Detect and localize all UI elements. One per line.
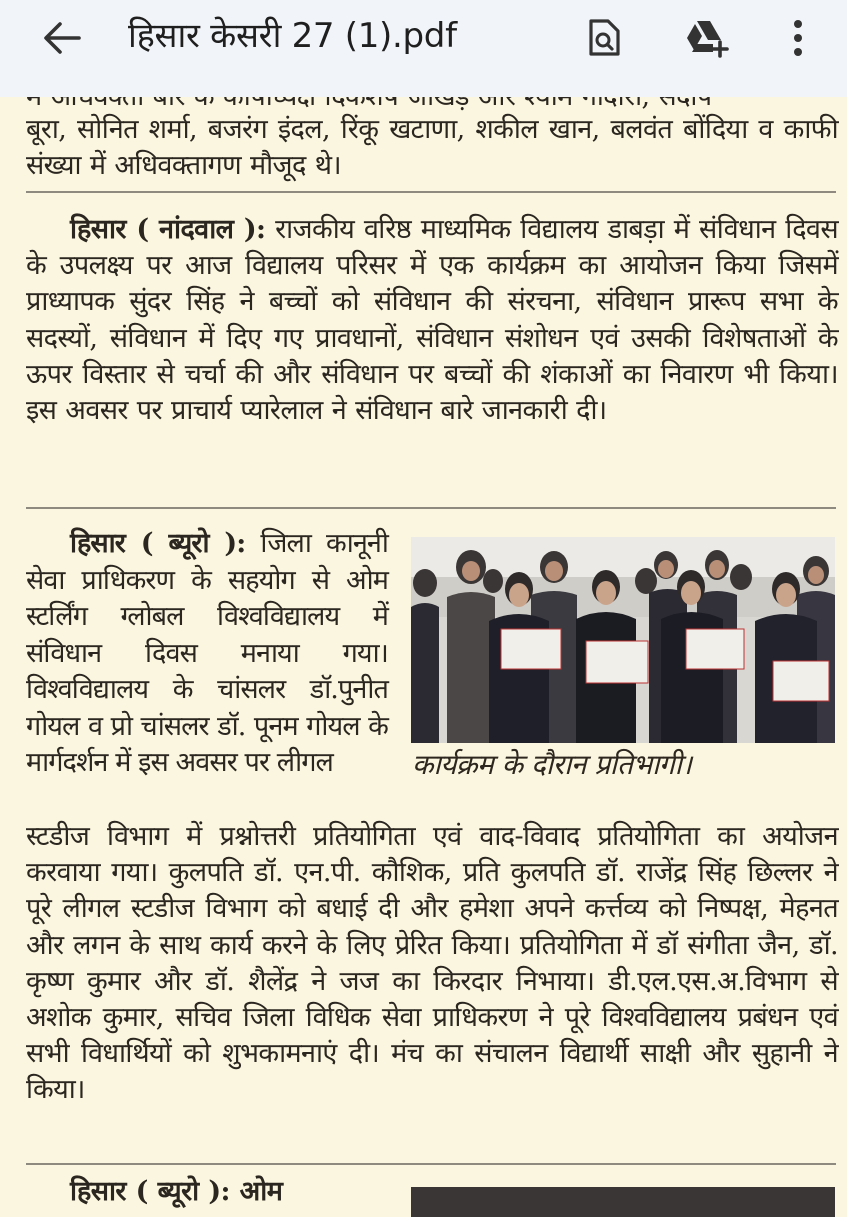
- article-bureau-dateline: हिसार ( ब्यूरो ):: [70, 528, 246, 559]
- column-divider: [26, 507, 836, 509]
- article-bureau-column: [26, 526, 388, 826]
- pdf-page-view[interactable]: [0, 97, 847, 1207]
- search-in-document-button[interactable]: [580, 14, 628, 62]
- more-options-icon: [792, 19, 804, 57]
- article-next-partial: [26, 1174, 386, 1214]
- article-nandwal-body: राजकीय वरिष्ठ माध्यमिक विद्यालय डाबड़ा में संविधान दिवस के उपलक्ष्य पर आज विद्यालय परिसर में एक कार्यक्रम का आयोजन किया जिसमें प्राध्यापक सुंदर सिंह ने बच्चों को संविधान की संरचना, संविधान प्रारूप सभा के सदस्यों, संविधान में दिए गए प्रावधानों, संविधान संशोधन एवं उसकी विशेषताओं के ऊपर विस्तार से चर्चा की और संविधान पर बच्चों की शंकाओं का निवारण भी किया। इस अवसर पर प्राचार्य प्यारेलाल ने संविधान बारे जानकारी दी।: [26, 214, 838, 427]
- article-next-dateline: हिसार ( ब्यूरो ): ओम: [70, 1176, 283, 1207]
- more-options-button[interactable]: [774, 14, 822, 62]
- article-bureau-column-body: जिला कानूनी सेवा प्राधिकरण के सहयोग से ओम स्टर्लिंग ग्लोबल विश्वविद्यालय में संविधान दिवस मनाया गया। विश्वविद्यालय के चांसलर डॉ.पुनीत गोयल व प्रो चांसलर डॉ. पूनम गोयल के मार्गदर्शन में इस अवसर पर लीगल: [26, 528, 388, 778]
- article-top-text: बूरा, सोनित शर्मा, बजरंग इंदल, रिंकू खटाणा, शकील खान, बलवंत बोंदिया व काफी संख्या में अधिवक्तागण मौजूद थे।: [26, 114, 838, 182]
- back-button[interactable]: [34, 18, 90, 58]
- article-nandwal-dateline: हिसार ( नांदवाल ):: [70, 214, 266, 245]
- article-bureau-body: स्टडीज विभाग में प्रश्नोत्तरी प्रतियोगिता एवं वाद-विवाद प्रतियोगिता का अयोजन करवाया गया। कुलपति डॉ. एन.पी. कौशिक, प्रति कुलपति डॉ. राजेंद्र सिंह छिल्लर ने पूरे लीगल स्टडीज विभाग को बधाई दी और हमेशा अपने कर्त्तव्य को निष्पक्ष, मेहनत और लगन के साथ कार्य करने के लिए प्रेरित किया। प्रतियोगिता में डॉ संगीता जैन, डॉ. कृष्ण कुमार और डॉ. शैलेंद्र ने जज का किरदार निभाया। डी.एल.एस.अ.विभाग से अशोक कुमार, सचिव जिला विधिक सेवा प्राधिकरण ने पूरे विश्वविद्यालय प्रबंधन एवं सभी विधार्थियों को शुभकामनाएं दी। मंच का संचालन विद्यार्थी साक्षी और सुहानी ने किया।: [26, 821, 838, 1106]
- event-photo: [411, 537, 835, 743]
- add-to-drive-button[interactable]: [683, 14, 731, 62]
- add-to-drive-icon: [683, 18, 731, 58]
- next-article-photo: [411, 1187, 835, 1217]
- document-title: हिसार केसरी 27 (1).pdf: [128, 16, 457, 56]
- back-arrow-icon: [43, 21, 81, 55]
- participants-photo-image: [411, 537, 835, 743]
- photo-caption: कार्यक्रम के दौरान प्रतिभागी।: [412, 748, 692, 781]
- column-divider: [26, 191, 836, 193]
- search-in-document-icon: [586, 18, 622, 58]
- pdf-viewer-toolbar: [0, 0, 847, 97]
- article-nandwal: [26, 212, 838, 502]
- column-divider: [26, 1163, 836, 1165]
